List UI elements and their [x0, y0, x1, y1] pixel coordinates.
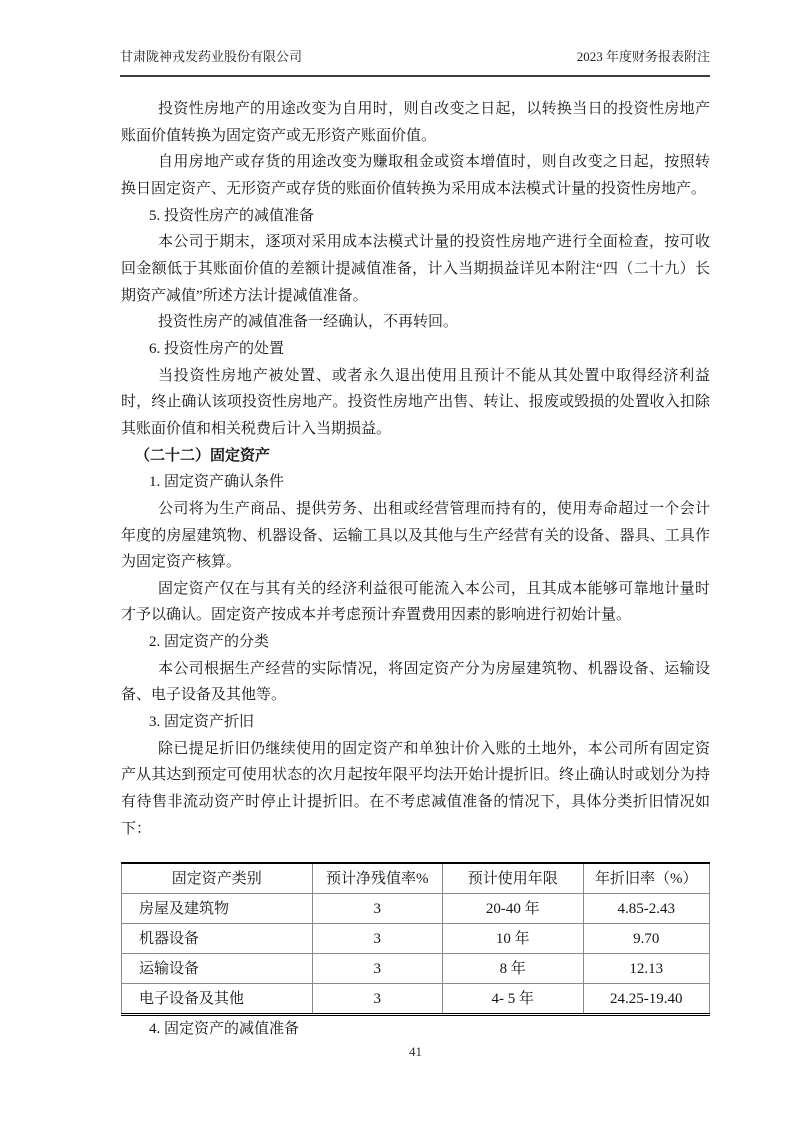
- paragraph: 公司将为生产商品、提供劳务、出租或经营管理而持有的，使用寿命超过一个会计年度的房屋建筑物、机器设备、运输工具以及其他与生产经营有关的设备、器具、工具作为固定资产核算。: [121, 500, 710, 571]
- table-cell: 10 年: [443, 924, 584, 954]
- paragraph: 当投资性房地产被处置、或者永久退出使用且预计不能从其处置中取得经济利益时，终止确认该项投资性房地产。投资性房地产出售、转让、报废或毁损的处置收入扣除其账面价值和相关税费后计入当期损益。: [121, 367, 710, 437]
- numbered-heading: 4. 固定资产的减值准备: [149, 1021, 300, 1038]
- table-cell: 房屋及建筑物: [122, 894, 313, 924]
- report-title: 2023 年度财务报表附注: [576, 49, 710, 64]
- table-header-row: [122, 863, 710, 894]
- paragraph: 本公司根据生产经营的实际情况，将固定资产分为房屋建筑物、机器设备、运输设备、电子设备及其他等。: [121, 660, 710, 704]
- section-heading: （二十二）固定资产: [135, 447, 271, 464]
- table-cell: 机器设备: [122, 924, 313, 954]
- paragraph: 固定资产仅在与其有关的经济利益很可能流入本公司，且其成本能够可靠地计量时才予以确认。固定资产按成本并考虑预计弃置费用因素的影响进行初始计量。: [121, 580, 710, 624]
- table-cell: 3: [312, 924, 443, 954]
- table-cell: 3: [312, 894, 443, 924]
- paragraph: 投资性房产的减值准备一经确认，不再转回。: [158, 314, 459, 331]
- column-header-residual-rate: 预计净残值率%: [312, 863, 443, 894]
- document-body: [121, 96, 710, 1043]
- table-cell: 12.13: [583, 954, 709, 984]
- table-cell: 8 年: [443, 954, 584, 984]
- paragraph: 自用房地产或存货的用途改变为赚取租金或资本增值时，则自改变之日起，按照转换日固定资产、无形资产或存货的账面价值转换为采用成本法模式计量的投资性房地产。: [121, 154, 710, 197]
- numbered-heading: 6. 投资性房产的处置: [149, 340, 285, 357]
- paragraph: 本公司于期末，逐项对采用成本法模式计量的投资性房地产进行全面检查，按可收回金额低于其账面价值的差额计提减值准备，计入当期损益详见本附注“四（二十九）长期资产减值”所述方法计提减值准备。: [121, 234, 710, 304]
- company-name: 甘肃陇神戎发药业股份有限公司: [120, 49, 303, 64]
- numbered-heading: 5. 投资性房产的减值准备: [149, 207, 315, 224]
- paragraph: 除已提足折旧仍继续使用的固定资产和单独计价入账的土地外，本公司所有固定资产从其达到预定可使用状态的次月起按年限平均法开始计提折旧。终止确认时或划分为持有待售非流动资产时停止计提折旧。在不考虑减值准备的情况下，具体分类折旧情况如下：: [121, 740, 710, 837]
- table-cell: 4.85-2.43: [583, 894, 709, 924]
- table-cell: 运输设备: [122, 954, 313, 984]
- column-header-category: 固定资产类别: [122, 863, 313, 894]
- table-row: [122, 924, 710, 954]
- table-cell: 9.70: [583, 924, 709, 954]
- table-cell: 3: [312, 984, 443, 1015]
- fixed-assets-depreciation-table: [121, 862, 710, 1016]
- table-cell: 电子设备及其他: [122, 984, 313, 1015]
- numbered-heading: 1. 固定资产确认条件: [149, 474, 285, 491]
- table-row: [122, 894, 710, 924]
- table-cell: 4- 5 年: [443, 984, 584, 1015]
- page-header: [120, 47, 710, 77]
- table-row: [122, 984, 710, 1015]
- column-header-depreciation-rate: 年折旧率（%）: [583, 863, 709, 894]
- table-cell: 20-40 年: [443, 894, 584, 924]
- table-row: [122, 954, 710, 984]
- table-cell: 24.25-19.40: [583, 984, 709, 1015]
- page-number: 41: [409, 1044, 422, 1059]
- table-cell: 3: [312, 954, 443, 984]
- numbered-heading: 3. 固定资产折旧: [149, 714, 255, 731]
- column-header-useful-life: 预计使用年限: [443, 863, 584, 894]
- numbered-heading: 2. 固定资产的分类: [149, 634, 270, 651]
- paragraph: 投资性房地产的用途改变为自用时，则自改变之日起，以转换当日的投资性房地产账面价值转换为固定资产或无形资产账面价值。: [121, 101, 710, 144]
